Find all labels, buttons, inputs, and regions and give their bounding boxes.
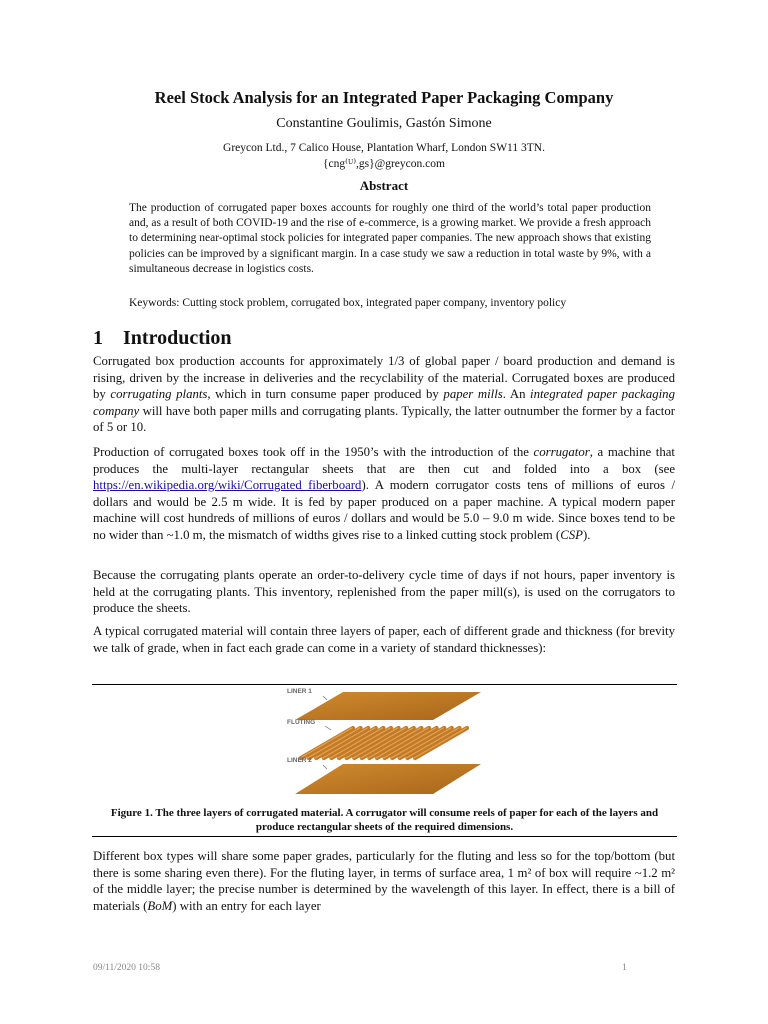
footer-page-number: 1 (622, 963, 627, 973)
label-pointer (323, 765, 327, 769)
text-run: ). (582, 527, 591, 542)
label-fluting: FLUTING (287, 719, 316, 726)
paragraph-3: Because the corrugating plants operate an order-to-delivery cycle time of days if not hours, paper inventory is held at the corrugating plants. This inventory, replenished from the paper mill(s), is used on the corrugators to produce the sheets. (93, 568, 675, 616)
text-run: Corrugated box production accounts for approximately 1/3 of global paper / board production and demand is rising, driven by the increase in deliveries and the recyclability of the material. Corrugated boxes are produced by (93, 354, 675, 402)
italic-term: integrated paper packaging company (93, 387, 675, 418)
fluting-layer (300, 728, 467, 758)
text-run: will have both paper mills and corrugating plants. Typically, the latter outnumber the former by a factor of 5 or 10. (93, 403, 675, 435)
abstract-heading: Abstract (359, 178, 409, 193)
italic-term: corrugator (533, 445, 590, 459)
paragraph-4: A typical corrugated material will contain three layers of paper, each of different grade and thickness (for brevity we talk of grade, when in fact each grade can come in a variety of standard thicknesses): (93, 624, 675, 655)
corrugated-layers-figure (283, 686, 483, 801)
italic-term: BoM (147, 898, 173, 913)
label-pointer (323, 696, 327, 700)
paragraph-1 (93, 353, 675, 436)
italic-term: paper mills (443, 387, 503, 402)
label-liner-1: LINER 1 (287, 688, 312, 695)
text-run: Production of corrugated boxes took off in the 1950’s with the introduction of the (93, 445, 534, 459)
abstract-text: The production of corrugated paper boxes accounts for roughly one third of the world’s total paper production and, as a result of both COVID-19 and the rise of e-commerce, is a growing market. We provide a fresh approach to determining near-optimal stock policies for integrated paper companies. The new approach shows that existing policies can be improved by a significant margin. In a case study we saw a reduction in total waste by 9%, with a simultaneous decrease in logistics costs. (129, 202, 651, 275)
text-run: ). A modern corrugator costs tens of millions of euros / dollars and would be 2.5 m wide. It is fed by paper produced on a paper machine. A typical modern paper machine will cost hundreds of millions of euros / dollars and would be 5.0 – 9.0 m wide. Since boxes tend to be no wider than ~1.0 m, the mismatch of widths gives rise to a linked cutting stock problem ( (93, 478, 675, 542)
affiliation-block (0, 140, 768, 172)
italic-term: corrugating plants (110, 387, 208, 402)
paper-authors: Constantine Goulimis, Gastón Simone (276, 116, 492, 131)
paragraph-2 (93, 444, 675, 544)
figure-bottom-rule (92, 836, 677, 837)
text-run: ) with an entry for each layer (172, 898, 321, 913)
text-run: , a machine that produces the multi-layer rectangular sheets that are then cut and folded into a box (see (93, 445, 675, 476)
paper-title: Reel Stock Analysis for an Integrated Paper Packaging Company (154, 88, 614, 107)
keywords: Keywords: Cutting stock problem, corrugated box, integrated paper company, inventory policy (129, 297, 567, 309)
text-run: , which in turn consume paper produced by (207, 387, 444, 402)
label-pointer (325, 726, 331, 730)
liner-2-sheet (295, 764, 481, 794)
italic-term: CSP (560, 527, 583, 542)
text-run: . An (502, 387, 531, 402)
figure-top-rule (92, 684, 677, 685)
paragraph-5 (93, 848, 675, 914)
wikipedia-link[interactable]: https://en.wikipedia.org/wiki/Corrugated_fiberboard (93, 478, 362, 493)
author-email: {cng⁽ᵁ⁾,gs}@greycon.com (323, 158, 445, 170)
label-liner-2: LINER 2 (287, 757, 312, 764)
text-run: Different box types will share some paper grades, particularly for the fluting and less so for the top/bottom (but there is some sharing even there). For the fluting layer, in terms of surface area, 1 m² of box will require ~1.2 m² of the middle layer; the precise number is determined by the wavelength of this layer. In effect, there is a bill of materials ( (93, 849, 675, 913)
footer-timestamp: 09/11/2020 10:58 (93, 963, 160, 973)
section-title: Introduction (123, 327, 232, 349)
section-number: 1 (93, 327, 103, 349)
section-heading (93, 327, 232, 350)
affiliation: Greycon Ltd., 7 Calico House, Plantation Wharf, London SW11 3TN. (223, 142, 545, 154)
figure-caption: Figure 1. The three layers of corrugated material. A corrugator will consume reels of paper for each of the layers and produce rectangular sheets of the required dimensions. (110, 807, 659, 833)
